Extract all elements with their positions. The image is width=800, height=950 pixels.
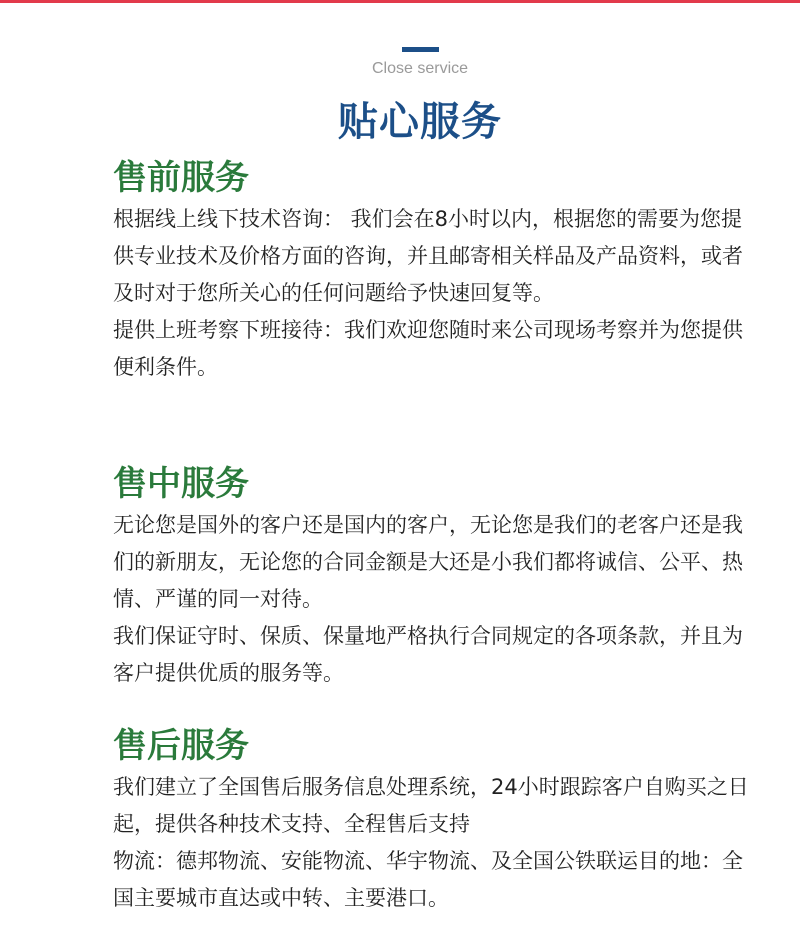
- header-accent-bar: [402, 47, 439, 52]
- section-paragraph: 物流：德邦物流、安能物流、华宇物流、及全国公铁联运目的地：全国主要城市直达或中转、主要港口。: [113, 849, 743, 910]
- section-paragraph: 无论您是国外的客户还是国内的客户，无论您是我们的老客户还是我们的新朋友，无论您的合同金额是大还是小我们都将诚信、公平、热情、严谨的同一对待。: [113, 513, 743, 611]
- page-title: 贴心服务: [338, 99, 502, 145]
- section-title: 售前服务: [113, 158, 249, 198]
- section-paragraph: 我们保证守时、保质、保量地严格执行合同规定的各项条款，并且为客户提供优质的服务等。: [113, 624, 743, 685]
- section-title: 售后服务: [113, 726, 249, 766]
- pre-sale-section: [113, 155, 753, 386]
- top-accent-rule: [0, 0, 800, 3]
- section-paragraph: 我们建立了全国售后服务信息处理系统，24小时跟踪客户自购买之日起，提供各种技术支持、全程售后支持: [113, 775, 749, 836]
- in-sale-section: [113, 461, 753, 692]
- section-paragraph: 根据线上线下技术咨询： 我们会在8小时以内，根据您的需要为您提供专业技术及价格方面的咨询，并且邮寄相关样品及产品资料，或者及时对于您所关心的任何问题给予快速回复等。: [113, 207, 743, 305]
- section-title: 售中服务: [113, 464, 249, 504]
- page-subtitle: Close service: [371, 60, 469, 77]
- section-paragraph: 提供上班考察下班接待：我们欢迎您随时来公司现场考察并为您提供便利条件。: [113, 318, 743, 379]
- after-sale-section: [113, 723, 753, 917]
